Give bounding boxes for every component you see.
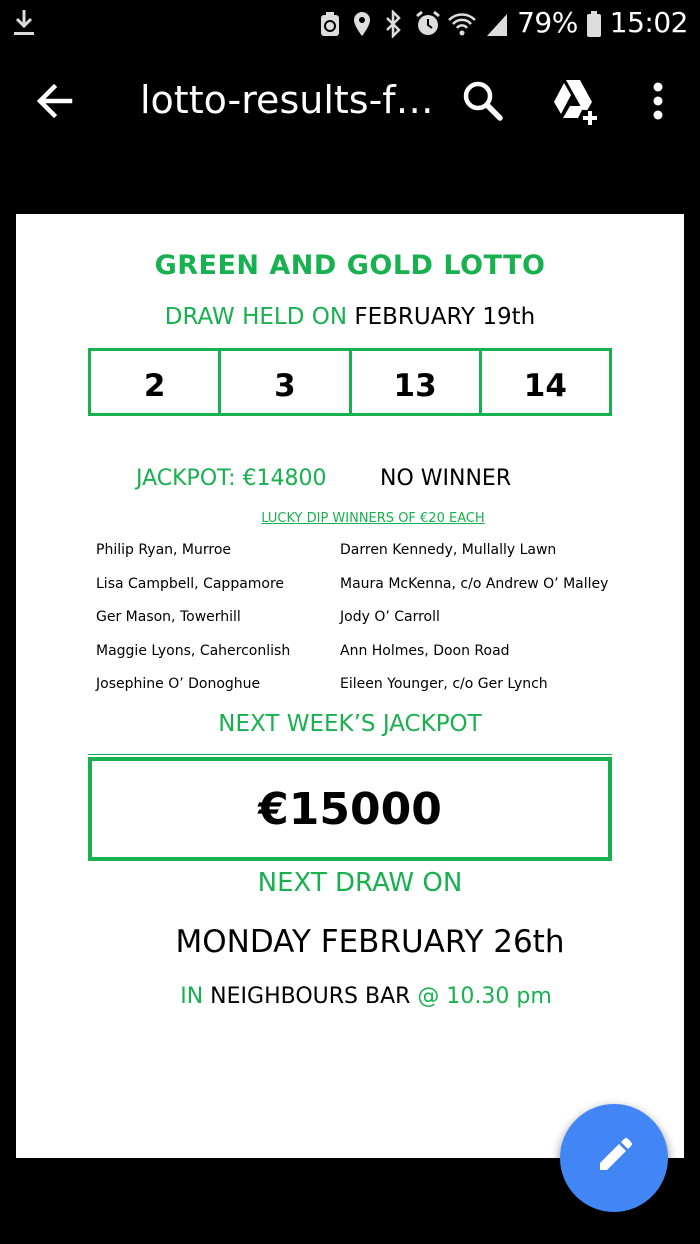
winner-name: Philip Ryan, Murroe (96, 542, 232, 558)
clock: 15:02 (609, 6, 688, 39)
winning-number: 3 (221, 351, 351, 413)
next-draw-date: MONDAY FEBRUARY 26th (175, 924, 565, 960)
winner-name: Ann Holmes, Doon Road (340, 642, 510, 659)
winning-number: 2 (91, 351, 221, 413)
alarm-icon (415, 10, 439, 36)
winner-name: Eileen Younger, c/o Ger Lynch (340, 676, 548, 692)
back-arrow-icon[interactable] (30, 76, 80, 126)
winner-name: Josephine O’ Donoghue (96, 676, 261, 692)
winner-name: Darren Kennedy, Mullally Lawn (340, 542, 557, 558)
winner-name: Maggie Lyons, Caherconlish (96, 642, 291, 659)
winner-name: Maura McKenna, c/o Andrew O’ Malley (340, 575, 609, 592)
winner-row (96, 643, 636, 677)
battery-icon (586, 10, 602, 36)
winner-row (96, 576, 636, 610)
jackpot-amount: JACKPOT: €14800 (136, 466, 327, 491)
divider (88, 754, 612, 755)
drive-add-icon[interactable] (548, 74, 604, 130)
next-jackpot-amount: €15000 (88, 757, 612, 861)
edit-pencil-icon (594, 1136, 634, 1181)
document-title: lotto-results-f… (140, 78, 434, 122)
winner-row (96, 609, 636, 643)
venue-time: @ 10.30 pm (410, 984, 552, 1009)
winner-row (96, 676, 636, 710)
lucky-dip-title: LUCKY DIP WINNERS OF €20 EACH (261, 511, 485, 526)
winner-name: Lisa Campbell, Cappamore (96, 575, 285, 592)
draw-prefix: DRAW HELD ON (164, 304, 355, 330)
winners-list (96, 542, 636, 710)
battery-saver-icon (319, 10, 343, 36)
battery-percent: 79% (517, 6, 578, 39)
bluetooth-icon (383, 10, 407, 36)
winning-numbers (88, 348, 612, 416)
winner-name: Ger Mason, Towerhill (96, 609, 241, 625)
jackpot-result: NO WINNER (380, 466, 512, 491)
signal-icon (485, 10, 509, 36)
draw-date: FEBRUARY 19th (354, 304, 536, 330)
next-jackpot-label: NEXT WEEK’S JACKPOT (218, 711, 482, 737)
download-icon (12, 8, 36, 43)
lotto-heading: GREEN AND GOLD LOTTO (154, 250, 546, 281)
location-icon (351, 10, 375, 36)
edit-button[interactable] (560, 1104, 668, 1212)
winner-row (96, 542, 636, 576)
next-draw-label: NEXT DRAW ON (257, 868, 463, 898)
search-icon[interactable] (458, 76, 508, 126)
winning-number: 13 (352, 351, 482, 413)
more-vert-icon[interactable] (636, 76, 680, 126)
venue-name: NEIGHBOURS BAR (210, 984, 411, 1009)
winner-name: Jody O’ Carroll (340, 609, 440, 625)
venue-line (16, 984, 700, 1009)
document-page[interactable] (16, 214, 684, 1158)
venue-in: IN (180, 984, 211, 1009)
wifi-icon (447, 10, 477, 36)
draw-held-line (16, 304, 684, 330)
status-bar (0, 0, 700, 48)
winning-number: 14 (523, 368, 567, 404)
app-bar (0, 48, 700, 160)
